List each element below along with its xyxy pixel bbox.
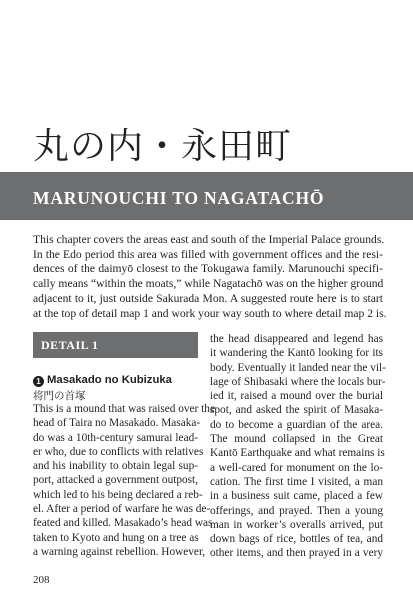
text-line: the head disappeared and legend has (210, 333, 383, 345)
intro-line: at the top of detail map 1 and work your way south to where detail map 2 is. (33, 306, 387, 320)
chapter-banner (0, 172, 413, 220)
left-column-text (33, 402, 215, 559)
number-circle-icon: 1 (33, 376, 44, 387)
text-line: el. After a period of warfare he was de- (33, 503, 211, 516)
text-line: spot, and asked the spirit of Masaka- (210, 404, 383, 417)
text-line: taken to Kyoto and hung on a tree as (33, 531, 199, 544)
text-line: Kantō Earthquake and what remains is (210, 447, 385, 460)
text-line: lage of Shibasaki where the locals bur- (210, 375, 386, 388)
intro-line: adjacent to it, just outside Sakurada Mon. A suggested route here is to start (33, 291, 383, 305)
intro-line: cally means “within the moats,” while Nagatachō was on the higher ground (33, 277, 384, 291)
text-line: which led to his being declared a reb- (33, 488, 203, 501)
text-line: er who, due to conflicts with relatives (33, 445, 204, 458)
entry-title-japanese: 将門の首塚 (33, 390, 86, 402)
text-line: it wandering the Kantō looking for its (210, 347, 383, 360)
intro-line: dences of the daimyō closest to the Tokugawa family. Marunouchi specifi- (33, 262, 383, 276)
text-line: do to become a guardian of the area. (210, 418, 383, 431)
text-line: The mound collapsed in the Great (210, 433, 383, 446)
text-line: ied it, raised a mound over the burial (210, 390, 383, 403)
intro-line: This chapter covers the areas east and south of the Imperial Palace grounds. (33, 233, 385, 246)
text-line: port, attacked a government outpost, (33, 474, 199, 487)
text-line: head of Taira no Masakado. Masaka- (33, 417, 201, 430)
text-line: body. Eventually it landed near the vil- (210, 361, 386, 374)
intro-line: In the Edo period this area was filled with government offices and the resi- (33, 247, 383, 261)
text-line: offerings, and prayed. Then a young (210, 504, 383, 517)
text-line: a well-cared for monument on the lo- (210, 461, 383, 474)
text-line: and his inability to obtain legal sup- (33, 460, 198, 473)
chapter-title-english: MARUNOUCHI TO NAGATACHŌ (33, 188, 325, 208)
text-line: feated and killed. Masakado’s head was (33, 517, 213, 530)
entry-heading (33, 374, 203, 387)
text-line: man in worker’s overalls arrived, put (210, 518, 383, 531)
text-line: in a business suit came, placed a few (210, 490, 383, 503)
text-line: do was a 10th-century samurai lead- (33, 431, 198, 444)
chapter-title-japanese: 丸の内・永田町 (33, 126, 293, 167)
entry-title: Masakado no Kubizuka (47, 374, 172, 386)
text-line: This is a mound that was raised over the (33, 403, 215, 415)
page-number: 208 (33, 574, 50, 586)
right-column-text (210, 332, 386, 561)
detail-label: DETAIL 1 (41, 338, 99, 352)
intro-paragraph (33, 233, 387, 321)
text-line: other items, and then prayed in a very (210, 547, 383, 560)
text-line: a warning against rebellion. However, (33, 545, 206, 558)
text-line: down bags of rice, bottles of tea, and (210, 533, 383, 546)
text-line: cation. The first time I visited, a man (210, 475, 383, 488)
detail-heading (33, 332, 198, 358)
